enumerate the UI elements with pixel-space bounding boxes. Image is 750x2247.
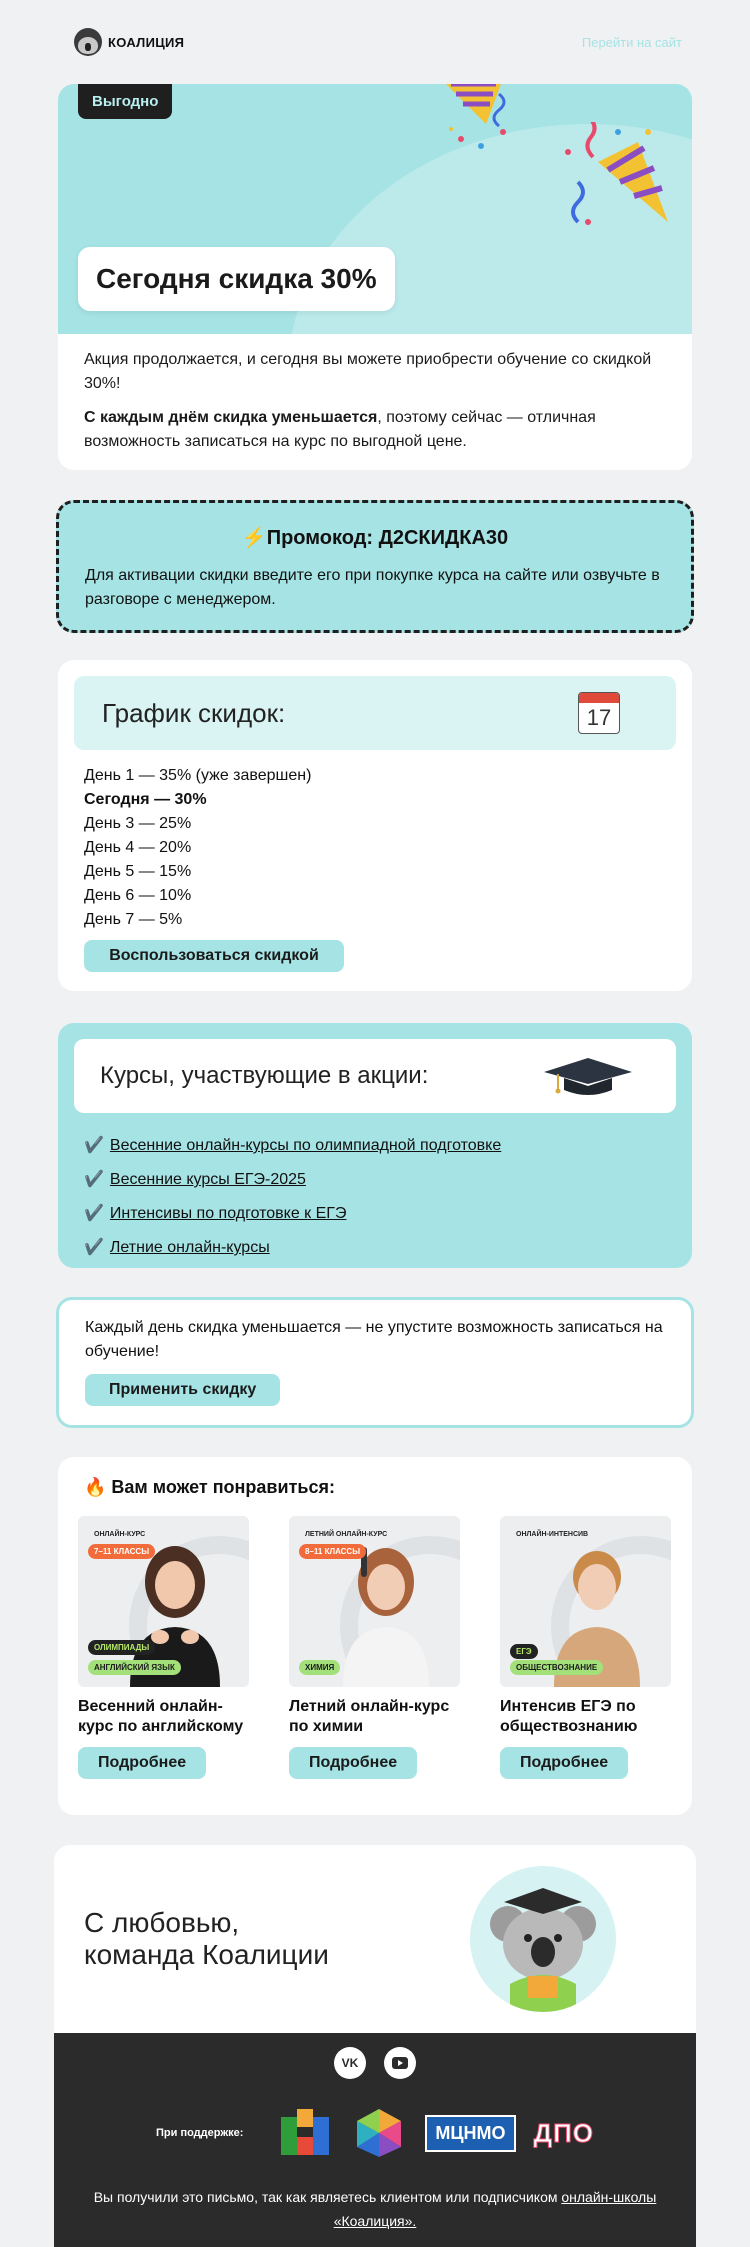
course-link[interactable]: Весенние курсы ЕГЭ-2025	[109, 1171, 306, 1188]
checkmark-icon: ✔️	[84, 1137, 104, 1154]
koala-illustration	[470, 1866, 616, 2012]
calendar-icon	[578, 692, 620, 734]
vk-icon[interactable]: VK	[334, 2047, 366, 2079]
schedule-header	[74, 676, 676, 750]
party-popper-icon	[441, 84, 521, 154]
promo-box	[56, 500, 694, 633]
course-link[interactable]: Весенние онлайн-курсы по олимпиадной подготовке	[109, 1137, 502, 1154]
image-tag: ОЛИМПИАДЫ	[88, 1640, 155, 1655]
details-button[interactable]: Подробнее	[500, 1747, 628, 1779]
social-links	[54, 2033, 696, 2079]
schedule-list	[74, 750, 676, 932]
image-tag: АНГЛИЙСКИЙ ЯЗЫК	[88, 1660, 181, 1675]
courses-header	[74, 1039, 676, 1113]
partner-logo-1[interactable]	[277, 2107, 333, 2159]
checkmark-icon: ✔️	[84, 1239, 104, 1256]
schedule-item-today: Сегодня — 30%	[84, 791, 207, 808]
footer-note	[54, 2185, 696, 2233]
hero-title: Сегодня скидка 30%	[96, 263, 377, 294]
schedule-item: День 6 — 10%	[84, 887, 192, 904]
courses-title: Курсы, участвующие в акции:	[100, 1062, 429, 1089]
logo[interactable]	[74, 28, 184, 56]
recommendations-card	[58, 1457, 692, 1815]
image-tag: ЛЕТНИЙ ОНЛАЙН-КУРС	[305, 1531, 388, 1538]
course-item	[84, 1231, 666, 1265]
courses-list	[74, 1113, 676, 1265]
hero-badge: Выгодно	[78, 84, 172, 119]
course-item	[84, 1197, 666, 1231]
course-item	[84, 1163, 666, 1197]
course-image[interactable]	[289, 1516, 460, 1687]
checkmark-icon: ✔️	[84, 1171, 104, 1188]
recommendation-title: Интенсив ЕГЭ по обществознанию	[500, 1698, 638, 1735]
schedule-title: График скидок:	[102, 697, 286, 728]
course-image[interactable]	[78, 1516, 249, 1687]
partner-logo-4[interactable]: ДПО	[533, 2117, 594, 2148]
reminder-box	[56, 1297, 694, 1428]
school-link[interactable]: онлайн-школы «Коалиция».	[333, 2189, 657, 2229]
signature-block	[54, 1845, 696, 2033]
recommendation-item	[289, 1516, 460, 1779]
use-discount-button[interactable]: Воспользоваться скидкой	[84, 940, 344, 972]
partner-logo-2[interactable]	[351, 2107, 407, 2159]
koala-logo-icon	[74, 28, 102, 56]
partners-row	[54, 2107, 696, 2159]
schedule-item: День 5 — 15%	[84, 863, 192, 880]
recommendation-item	[78, 1516, 249, 1779]
schedule-item: День 7 — 5%	[84, 911, 183, 928]
graduation-cap-icon	[542, 1056, 634, 1096]
checkmark-icon: ✔️	[84, 1205, 104, 1222]
course-link[interactable]: Летние онлайн-курсы	[109, 1239, 270, 1256]
logo-text: КОАЛИЦИЯ	[108, 34, 185, 50]
hero-bold-text: С каждым днём скидка уменьшается	[84, 409, 378, 426]
image-tag: ЕГЭ	[510, 1644, 538, 1659]
koala-mascot-icon	[470, 1866, 616, 2012]
details-button[interactable]: Подробнее	[289, 1747, 417, 1779]
hero-paragraph-2-rest: , поэтому сейчас — отличная возможность записаться на курс по выгодной цене.	[84, 409, 596, 450]
schedule-card	[58, 660, 692, 991]
hero-paragraph-2	[84, 406, 666, 454]
schedule-item: День 3 — 25%	[84, 815, 192, 832]
footer	[54, 2033, 696, 2247]
image-tag: 7–11 КЛАССЫ	[88, 1544, 155, 1559]
hero-paragraph-1: Акция продолжается, и сегодня вы можете приобрести обучение со скидкой 30%!	[84, 351, 652, 392]
image-tag: ОНЛАЙН-ИНТЕНСИВ	[516, 1531, 589, 1538]
course-item	[84, 1129, 666, 1163]
details-button[interactable]: Подробнее	[78, 1747, 206, 1779]
hero-title-box	[78, 247, 395, 311]
partner-logo-3[interactable]: МЦНМО	[425, 2115, 515, 2152]
image-tag: ОБЩЕСТВОЗНАНИЕ	[510, 1660, 603, 1675]
recommendation-title: Летний онлайн-курс по химии	[289, 1698, 450, 1735]
apply-discount-button[interactable]: Применить скидку	[85, 1374, 280, 1406]
hero-card	[58, 84, 692, 470]
course-link[interactable]: Интенсивы по подготовке к ЕГЭ	[109, 1205, 347, 1222]
calendar-day: 17	[586, 705, 612, 730]
image-tag: ХИМИЯ	[299, 1660, 340, 1675]
schedule-item: День 1 — 35% (уже завершен)	[84, 767, 312, 784]
image-tag: ОНЛАЙН-КУРС	[94, 1531, 146, 1538]
student-photo	[331, 1537, 441, 1687]
play-icon	[392, 2057, 408, 2069]
recommendation-item	[500, 1516, 671, 1779]
recommendations-title: 🔥 Вам может понравиться:	[84, 1477, 335, 1497]
footer-note-text: Вы получили это письмо, так как являетесь клиентом или подписчиком	[93, 2189, 562, 2205]
promo-code: ⚡Промокод: Д2СКИДКА30	[241, 527, 509, 549]
reminder-text: Каждый день скидка уменьшается — не упустите возможность записаться на обучение!	[85, 1319, 663, 1360]
schedule-item: День 4 — 20%	[84, 839, 192, 856]
image-tag: 8–11 КЛАССЫ	[299, 1544, 366, 1559]
recommendation-title: Весенний онлайн-курс по английскому	[78, 1698, 244, 1735]
promo-text: Для активации скидки введите его при покупке курса на сайте или озвучьте в разговоре с менеджером.	[85, 567, 660, 608]
party-popper-icon	[558, 122, 678, 242]
recommendations-row	[78, 1516, 672, 1779]
courses-card	[58, 1023, 692, 1268]
hero-banner	[58, 84, 692, 334]
header	[0, 0, 750, 84]
hero-text	[58, 334, 692, 454]
signature-text: С любовью, команда Коалиции	[84, 1907, 329, 1970]
course-image[interactable]	[500, 1516, 671, 1687]
go-to-site-link[interactable]: Перейти на сайт	[581, 34, 682, 50]
support-label: При поддержке:	[156, 2127, 244, 2139]
youtube-icon[interactable]	[384, 2047, 416, 2079]
